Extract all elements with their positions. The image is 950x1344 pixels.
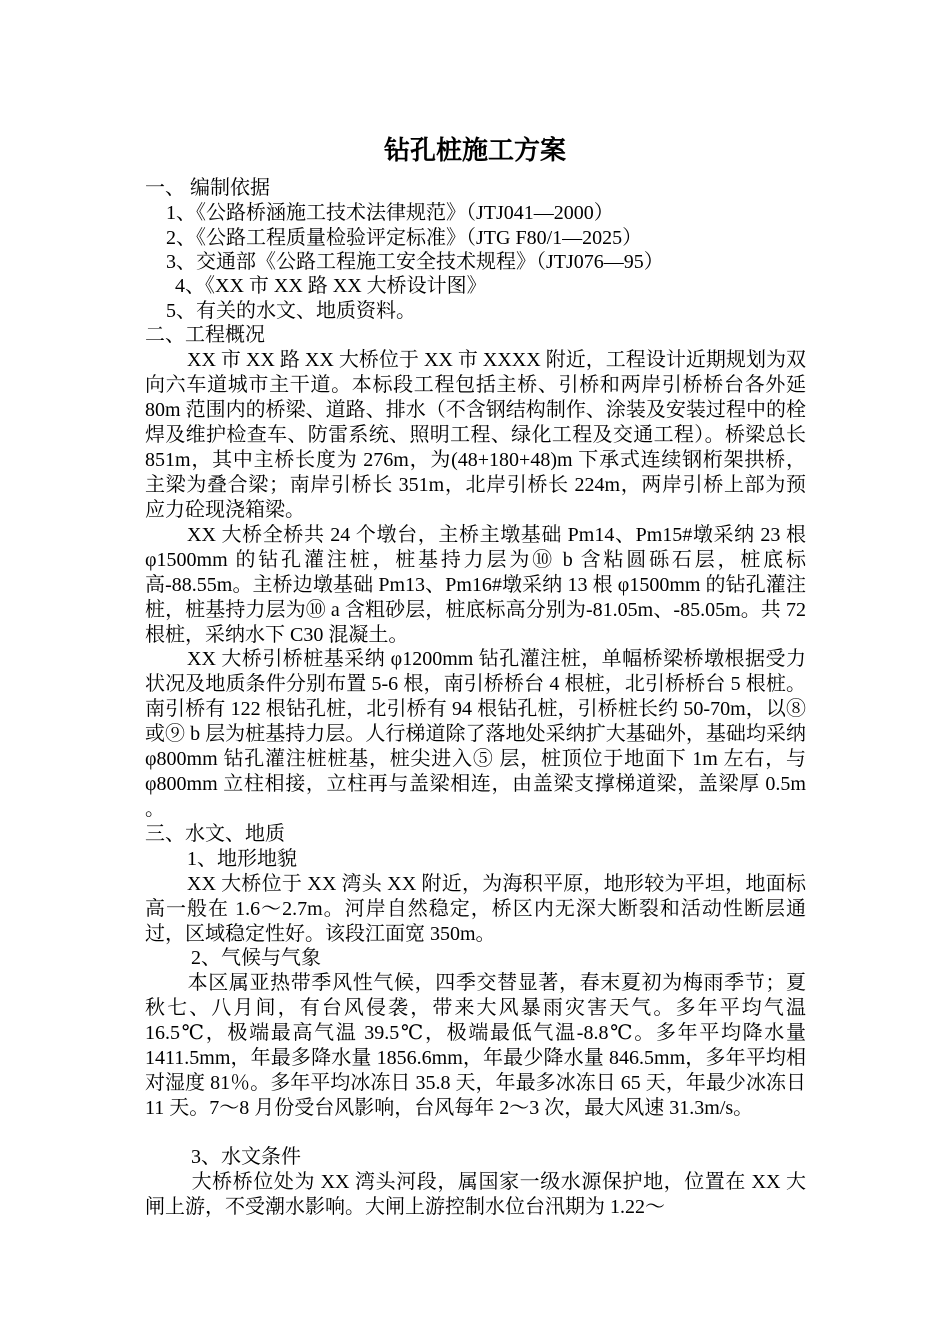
section-heading-hydro-geology: 三、水文、地质: [145, 823, 285, 845]
document-title: 钻孔桩施工方案: [383, 136, 566, 166]
overview-paragraph-3: [145, 647, 806, 822]
basis-item-1: 1、《公路桥涵施工技术法律规范》（JTJ041—2000）: [166, 202, 614, 224]
basis-item-5: 5、有关的水文、地质资料。: [166, 300, 416, 322]
subheading-climate: 2、气候与气象: [191, 947, 321, 969]
climate-paragraph-text: 本区属亚热带季风性气候，四季交替显著，春末夏初为梅雨季节；夏秋七、八月间，有台风侵袭，带来大风暴雨灾害天气。多年平均气温 16.5℃，极端最高气温 39.5℃，极端最低气温-8.8℃。多年平均降水量 1411.5mm，年最多降水量 1856.6mm，年最少降水量 846.5mm，多年平均相对湿度 81％。多年平均冰冻日 35.8 天，年最多冰冻日 65 天，年最少冰冻日 11 天。7～8 月份受台风影响，台风每年 2～3 次，最大风速 31.3m/s。: [145, 972, 806, 1119]
section-heading-overview: 二、工程概况: [145, 324, 265, 346]
basis-item-4: 4、《XX 市 XX 路 XX 大桥设计图》: [175, 275, 487, 297]
section-heading-basis: 一、 编制依据: [145, 177, 270, 199]
terrain-paragraph-text: XX 大桥位于 XX 湾头 XX 附近，为海积平原，地形较为平坦，地面标高一般在 1.6～2.7m。河岸自然稳定，桥区内无深大断裂和活动性断层通过，区域稳定性好。该段江面宽 350m。: [145, 873, 806, 945]
basis-item-2: 2、《公路工程质量检验评定标准》（JTG F80/1—2025）: [166, 227, 643, 249]
overview-paragraph-1: [145, 348, 806, 523]
overview-paragraph-1-text: XX 市 XX 路 XX 大桥位于 XX 市 XXXX 附近，工程设计近期规划为双向六车道城市主干道。本标段工程包括主桥、引桥和两岸引桥桥台各外延 80m 范围内的桥梁、道路、排水（不含钢结构制作、涂装及安装过程中的栓焊及维护检查车、防雷系统、照明工程、绿化工程及交通工程）。桥梁总长 851m，其中主桥长度为 276m，为(48+180+48)m 下承式连续钢桁架拱桥，主梁为叠合梁；南岸引桥长 351m，北岸引桥长 224m，两岸引桥上部为预应力砼现浇箱梁。: [145, 349, 806, 521]
subheading-hydrology: 3、水文条件: [191, 1146, 301, 1168]
subheading-terrain: 1、地形地貌: [187, 848, 297, 870]
basis-item-3: 3、交通部《公路工程施工安全技术规程》（JTJ076—95）: [166, 251, 664, 273]
overview-paragraph-2: [145, 523, 806, 648]
overview-paragraph-3-text: XX 大桥引桥桩基采纳 φ1200mm 钻孔灌注桩，单幅桥梁桥墩根据受力状况及地质条件分别布置 5-6 根，南引桥桥台 4 根桩，北引桥桥台 5 根桩。南引桥有 122 根钻孔桩，北引桥有 94 根钻孔桩，引桥桩长约 50-70m，以⑧或⑨ b 层为桩基持力层。人行梯道除了落地处采纳扩大基础外，基础均采纳 φ800mm 钻孔灌注桩桩基，桩尖进入⑤ 层，桩顶位于地面下 1m 左右，与 φ800mm 立柱相接，立柱再与盖梁相连，由盖梁支撑梯道梁，盖梁厚 0.5m 。: [145, 648, 806, 820]
hydrology-paragraph: [145, 1170, 806, 1220]
climate-paragraph: [145, 971, 806, 1121]
overview-paragraph-2-text: XX 大桥全桥共 24 个墩台，主桥主墩基础 Pm14、Pm15#墩采纳 23 根 φ1500mm 的钻孔灌注桩，桩基持力层为⑩ b 含粘圆砾石层，桩底标高-88.55m。主桥边墩基础 Pm13、Pm16#墩采纳 13 根 φ1500mm 的钻孔灌注桩，桩基持力层为⑩ a 含粗砂层，桩底标高分别为-81.05m、-85.05m。共 72 根桩，采纳水下 C30 混凝土。: [145, 524, 806, 646]
hydrology-paragraph-text: 大桥桥位处为 XX 湾头河段，属国家一级水源保护地，位置在 XX 大闸上游，不受潮水影响。大闸上游控制水位台汛期为 1.22～: [145, 1171, 806, 1218]
terrain-paragraph: [145, 872, 806, 947]
